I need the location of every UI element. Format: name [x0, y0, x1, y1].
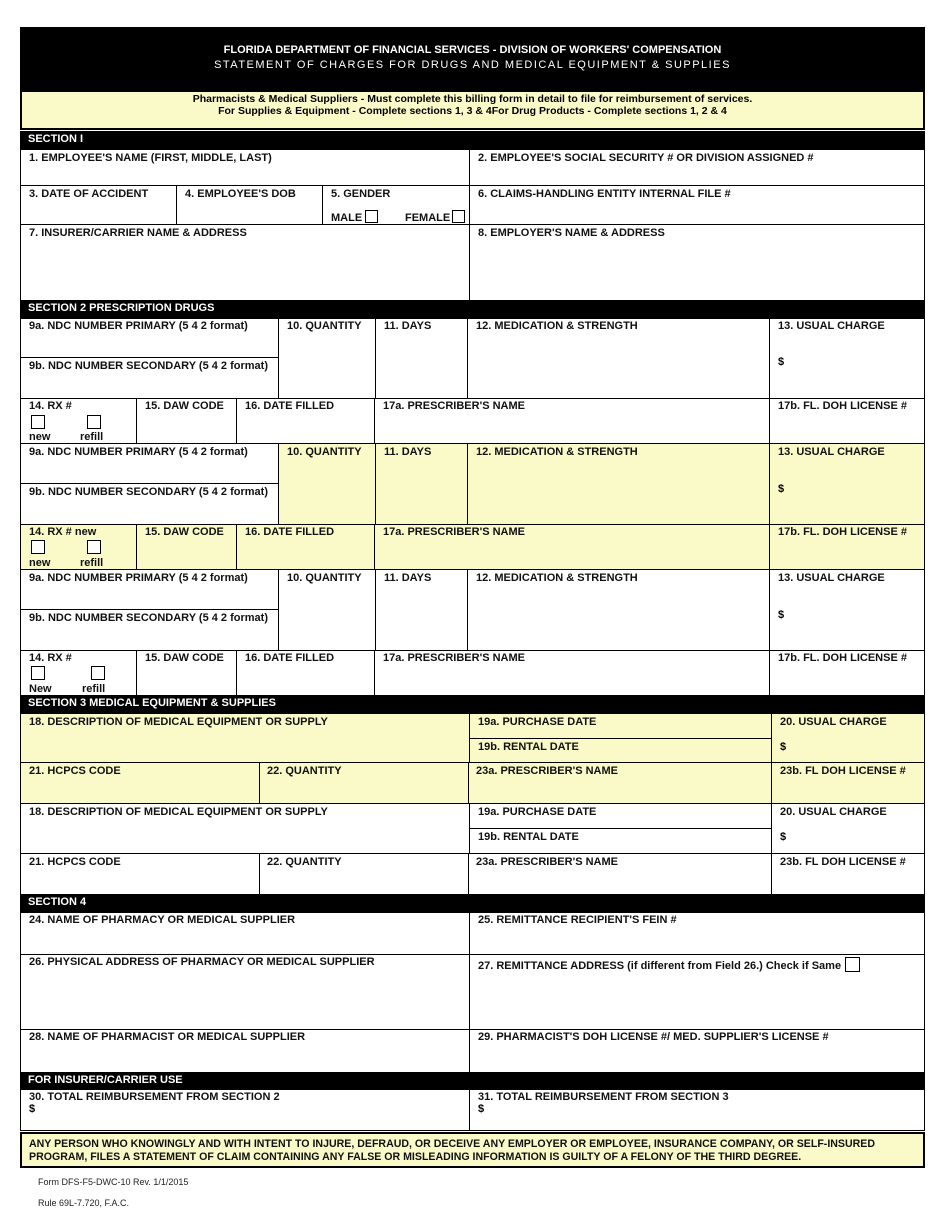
- drug1-daw-label: 15. DAW CODE: [145, 400, 224, 412]
- drug3-usual-charge-label: 13. USUAL CHARGE: [778, 572, 885, 584]
- drug1-ndc-secondary-label: 9b. NDC NUMBER SECONDARY (5 4 2 format): [29, 360, 268, 372]
- drug1-new-checkbox[interactable]: [31, 415, 45, 429]
- equip1-quantity-label: 22. QUANTITY: [267, 765, 342, 777]
- carrier-use-header: FOR INSURER/CARRIER USE: [20, 1072, 925, 1090]
- drug3-days-label: 11. DAYS: [384, 572, 432, 584]
- section-3-header: SECTION 3 MEDICAL EQUIPMENT & SUPPLIES: [20, 695, 925, 713]
- same-address-checkbox[interactable]: [845, 957, 860, 972]
- drug2-prescriber-label: 17a. PRESCRIBER'S NAME: [383, 526, 525, 538]
- equip2-quantity-label: 22. QUANTITY: [267, 856, 342, 868]
- equip1-dollar: $: [780, 741, 787, 753]
- drug2-refill-label: refill: [80, 557, 104, 569]
- field-5-label: 5. GENDER: [331, 188, 391, 200]
- drug2-daw-label: 15. DAW CODE: [145, 526, 224, 538]
- drug2-quantity-label: 10. QUANTITY: [287, 446, 362, 458]
- drug2-refill-checkbox[interactable]: [87, 540, 101, 554]
- drug3-rx-label: 14. RX #: [29, 652, 72, 664]
- section-2-header: SECTION 2 PRESCRIPTION DRUGS: [20, 300, 925, 318]
- drug3-new-checkbox[interactable]: [31, 666, 45, 680]
- equip2-description-label: 18. DESCRIPTION OF MEDICAL EQUIPMENT OR SUPPLY: [29, 806, 328, 818]
- field-31-dollar: $: [478, 1103, 485, 1115]
- equip2-dollar: $: [780, 831, 787, 843]
- equip1-usual-charge-label: 20. USUAL CHARGE: [780, 716, 887, 728]
- drug1-refill-checkbox[interactable]: [87, 415, 101, 429]
- instructions-line-2: For Supplies & Equipment - Complete sections 1, 3 & 4For Drug Products - Complete sections 1, 2 & 4: [218, 105, 727, 117]
- equip1-doh-license-label: 23b. FL DOH LICENSE #: [780, 765, 906, 777]
- equip1-description-label: 18. DESCRIPTION OF MEDICAL EQUIPMENT OR SUPPLY: [29, 716, 328, 728]
- field-4-label: 4. EMPLOYEE'S DOB: [185, 188, 296, 200]
- drug1-usual-charge-label: 13. USUAL CHARGE: [778, 320, 885, 332]
- form-title: FLORIDA DEPARTMENT OF FINANCIAL SERVICES - DIVISION OF WORKERS' COMPENSATION: [223, 44, 722, 56]
- gender-female-label: FEMALE: [405, 212, 451, 224]
- drug3-medication-label: 12. MEDICATION & STRENGTH: [476, 572, 638, 584]
- drug1-prescriber-label: 17a. PRESCRIBER'S NAME: [383, 400, 525, 412]
- field-27-label: 27. REMITTANCE ADDRESS (if different from Field 26.) Check if Same: [478, 960, 842, 972]
- section-4-header: SECTION 4: [20, 894, 925, 912]
- equip2-rental-date-label: 19b. RENTAL DATE: [478, 831, 579, 843]
- field-6-label: 6. CLAIMS-HANDLING ENTITY INTERNAL FILE #: [478, 188, 731, 200]
- drug2-doh-license-label: 17b. FL. DOH LICENSE #: [778, 526, 907, 538]
- field-31-label: 31. TOTAL REIMBURSEMENT FROM SECTION 3: [478, 1091, 729, 1103]
- drug2-rx-label: 14. RX # new: [29, 526, 97, 538]
- equip1-purchase-date-label: 19a. PURCHASE DATE: [478, 716, 597, 728]
- field-2-label: 2. EMPLOYEE'S SOCIAL SECURITY # OR DIVISION ASSIGNED #: [478, 152, 814, 164]
- field-29-label: 29. PHARMACIST'S DOH LICENSE #/ MED. SUPPLIER'S LICENSE #: [478, 1031, 829, 1043]
- gender-male-label: MALE: [331, 212, 363, 224]
- drug3-doh-license-label: 17b. FL. DOH LICENSE #: [778, 652, 907, 664]
- field-30-label: 30. TOTAL REIMBURSEMENT FROM SECTION 2: [29, 1091, 280, 1103]
- drug2-new-checkbox[interactable]: [31, 540, 45, 554]
- drug1-new-label: new: [29, 431, 51, 443]
- field-8-label: 8. EMPLOYER'S NAME & ADDRESS: [478, 227, 665, 239]
- equip2-purchase-date-label: 19a. PURCHASE DATE: [478, 806, 597, 818]
- field-7-label: 7. INSURER/CARRIER NAME & ADDRESS: [29, 227, 247, 239]
- gender-female-checkbox[interactable]: [452, 210, 465, 223]
- drug1-refill-label: refill: [80, 431, 104, 443]
- equip1-prescriber-label: 23a. PRESCRIBER'S NAME: [476, 765, 618, 777]
- equip2-prescriber-label: 23a. PRESCRIBER'S NAME: [476, 856, 618, 868]
- drug2-date-filled-label: 16. DATE FILLED: [245, 526, 335, 538]
- drug1-medication-label: 12. MEDICATION & STRENGTH: [476, 320, 638, 332]
- drug3-ndc-secondary-label: 9b. NDC NUMBER SECONDARY (5 4 2 format): [29, 612, 268, 624]
- drug3-quantity-label: 10. QUANTITY: [287, 572, 362, 584]
- form-subtitle: STATEMENT OF CHARGES FOR DRUGS AND MEDICAL EQUIPMENT & SUPPLIES: [214, 59, 731, 71]
- drug3-date-filled-label: 16. DATE FILLED: [245, 652, 335, 664]
- field-3-label: 3. DATE OF ACCIDENT: [29, 188, 149, 200]
- drug3-daw-label: 15. DAW CODE: [145, 652, 224, 664]
- drug2-days-label: 11. DAYS: [384, 446, 432, 458]
- equip2-usual-charge-label: 20. USUAL CHARGE: [780, 806, 887, 818]
- field-28-label: 28. NAME OF PHARMACIST OR MEDICAL SUPPLIER: [29, 1031, 306, 1043]
- fraud-warning-line-2: PROGRAM, FILES A STATEMENT OF CLAIM CONTAINING ANY FALSE OR MISLEADING INFORMATION IS GUILTY OF A FELONY OF THE THIRD DEGREE.: [29, 1151, 802, 1163]
- equip2-doh-license-label: 23b. FL DOH LICENSE #: [780, 856, 906, 868]
- drug3-ndc-primary-label: 9a. NDC NUMBER PRIMARY (5 4 2 format): [29, 572, 248, 584]
- drug1-date-filled-label: 16. DATE FILLED: [245, 400, 335, 412]
- drug3-refill-label: refill: [82, 683, 106, 695]
- equip1-rental-date-label: 19b. RENTAL DATE: [478, 741, 579, 753]
- drug2-ndc-secondary-label: 9b. NDC NUMBER SECONDARY (5 4 2 format): [29, 486, 268, 498]
- drug2-dollar: $: [778, 483, 785, 495]
- form-number: Form DFS-F5-DWC-10 Rev. 1/1/2015: [38, 1177, 189, 1187]
- equip1-hcpcs-label: 21. HCPCS CODE: [29, 765, 121, 777]
- field-24-label: 24. NAME OF PHARMACY OR MEDICAL SUPPLIER: [29, 914, 296, 926]
- drug2-ndc-primary-label: 9a. NDC NUMBER PRIMARY (5 4 2 format): [29, 446, 248, 458]
- equip2-hcpcs-label: 21. HCPCS CODE: [29, 856, 121, 868]
- drug1-ndc-primary-label: 9a. NDC NUMBER PRIMARY (5 4 2 format): [29, 320, 248, 332]
- instructions-line-1: Pharmacists & Medical Suppliers - Must complete this billing form in detail to file for reimbursement of services.: [192, 93, 753, 105]
- drug2-usual-charge-label: 13. USUAL CHARGE: [778, 446, 885, 458]
- drug1-quantity-label: 10. QUANTITY: [287, 320, 362, 332]
- drug2-medication-label: 12. MEDICATION & STRENGTH: [476, 446, 638, 458]
- field-1-label: 1. EMPLOYEE'S NAME (FIRST, MIDDLE, LAST): [29, 152, 272, 164]
- field-26-label: 26. PHYSICAL ADDRESS OF PHARMACY OR MEDICAL SUPPLIER: [29, 956, 375, 968]
- drug1-doh-license-label: 17b. FL. DOH LICENSE #: [778, 400, 907, 412]
- drug2-new-label: new: [29, 557, 51, 569]
- drug3-prescriber-label: 17a. PRESCRIBER'S NAME: [383, 652, 525, 664]
- fraud-warning-line-1: ANY PERSON WHO KNOWINGLY AND WITH INTENT TO INJURE, DEFRAUD, OR DECEIVE ANY EMPLOYER OR EMPLOYEE, INSURANCE COMPANY, OR SELF-INSURED: [29, 1138, 876, 1150]
- drug3-refill-checkbox[interactable]: [91, 666, 105, 680]
- drug1-rx-label: 14. RX #: [29, 400, 72, 412]
- rule-number: Rule 69L-7.720, F.A.C.: [38, 1198, 130, 1208]
- section-1-header: SECTION I: [20, 131, 925, 149]
- drug1-dollar: $: [778, 356, 785, 368]
- drug3-dollar: $: [778, 609, 785, 621]
- field-30-dollar: $: [29, 1103, 36, 1115]
- drug1-days-label: 11. DAYS: [384, 320, 432, 332]
- drug3-new-label: New: [29, 683, 52, 695]
- field-25-label: 25. REMITTANCE RECIPIENT'S FEIN #: [478, 914, 677, 926]
- gender-male-checkbox[interactable]: [365, 210, 378, 223]
